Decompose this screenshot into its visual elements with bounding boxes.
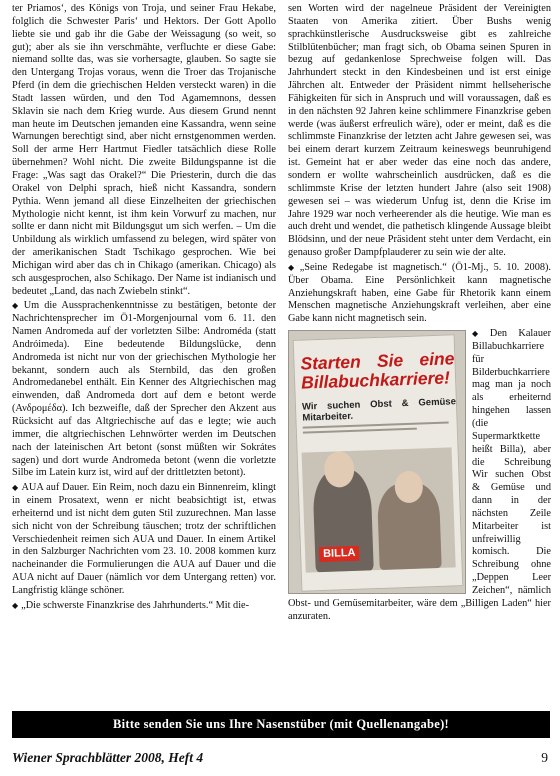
ad-photo	[302, 448, 456, 573]
paragraph-billa	[288, 328, 551, 623]
ad-subline: Wir suchen Obst & Gemüse Mitarbeiter.	[301, 396, 457, 424]
paragraph-aua	[12, 482, 276, 598]
paragraph-billa-text: Den Kalauer Billabuchkarriere für Bilderbuchkarriere mag man ja noch als erheiternd hingehen lassen (die Supermarktkette heißt Billa), aber die Schreibung Wir suchen Obst & Gemüse und dann in der nächsten Zeile Mitarbeiter ist unfreiwillig komisch. Die Schreibung ohne „Deppen Leer Zeichen“, nämlich Obst- und Gemüsemitarbeiter, wäre dem „Billigen Laden“ hier anzuraten.	[288, 328, 551, 622]
left-column	[12, 3, 276, 613]
ad-small-print	[303, 428, 417, 434]
billa-poster	[293, 334, 464, 592]
submission-banner: Bitte senden Sie uns Ihre Nasenstüber (mit Quellenangabe)!	[12, 711, 550, 738]
diamond-icon: ◆	[12, 483, 19, 493]
right-column	[288, 3, 551, 624]
paragraph-kassandra: ter Priamos‘, des Königs von Troja, und seiner Frau Hekabe, folglich die Schwester Paris‘ und Hektors. Der Gott Apollo liebte sie und gab ihr die Gabe der Weissagung (so weit, so gut); aber als sie ihn verschmähte, verfluchte er diese Gabe: niemand sollte das, was sie vorhersagte, glauben. So sagte sie den Untergang Trojas voraus, wenn die Troer das Trojanische Pferd (in dem die griechischen Helden versteckt waren) in die Stadt lassen würden, und den Tod Agamemnons, dessen Sklavin sie nach dem Krieg wurde. Aus diesem Grund nennt man heute im Deutschen jemanden eine Kassandra, wenn seine Warnungen berechtigt sind, aber nicht ernstgenommen werden. Soll der arme Herr Hartmut Fiedler tatsächlich diese Rolle übernehmen? Wohl nicht. Die zweite Bildungspanne ist die Frage: „Was sagt das Orakel?“ Die Priesterin, durch die das Orakel von Delphi sprach, hieß nicht Kassandra, sondern Pythia. Wenn jemand all diese Einzelheiten der griechischen Mythologie nicht kennt, ist ihm kein Vorwurf zu machen, nur sollte er dann nicht mit Bildungsgut um sich werfen. – Um die Unbildung als wirklich umfassend zu belegen, wird später von der amerikanischen Stadt Tschikago gesprochen. Wie bei Michigan wird aber das ch in Chikago (amerikan. Chicago) als sch ausgesprochen, also Schikago. Der Name ist indianisch und bedeutet „Land, das nach Zwiebeln stinkt“.	[12, 3, 276, 297]
diamond-icon: ◆	[12, 600, 19, 610]
diamond-icon: ◆	[288, 262, 297, 272]
paragraph-obama-continued: sen Worten wird der nagelneue Präsident der Vereinigten Staaten von Amerika zitiert. Über Bushs wenig sprachkünstlerische Ausdrucksweise gibt es zahlreiche Stilblütenbücher; man fragt sich, ob Obama seinen Spuren in bezug auf gedankenlose Sprechweise folgen will. Das Jahrhundert steckt in den Kindesbeinen und ist erst einige Jährchen alt. Entweder der Präsident nimmt hellseherische Fähigkeiten für sich in Anspruch und will voraussagen, daß es in den nächsten 92 Jahren keine schlimmere Finanzkrise geben werde (was äußerst erfreulich wäre), oder er meint, daß es die schlimmste Finanzkrise der letzten acht Jahre gewesen sei, was bei einem derart kurzem Zeitraum keineswegs beunruhigend ist. Gemeint hat er aber weder das eine noch das andere, sondern er wollte wahrscheinlich ausdrücken, daß es die schlimmste Krise der letzten hundert Jahre (also seit 1908) gewesen sei – was wiederum Unfug ist, denn die Krise im Jahre 1929 war noch verheerender als die heutige. Wie man es auch dreht und wendet, die pathetisch klingende Aussage bleibt Blödsinn, und der neue Präsident steht unter dem Verdacht, ein genauso großer Dampfplauderer zu sein wie der alte.	[288, 3, 551, 259]
paragraph-finanzkrise	[12, 600, 276, 613]
billa-ad-image	[288, 330, 466, 594]
page-number: 9	[541, 750, 548, 765]
paragraph-finanzkrise-text: „Die schwerste Finanzkrise des Jahrhunderts.“ Mit die-	[21, 599, 250, 611]
diamond-icon: ◆	[12, 301, 21, 311]
paragraph-aua-text: AUA auf Dauer. Ein Reim, noch dazu ein Binnenreim, klingt in einem Prosatext, wenn er nicht beabsichtigt ist, etwas erheiternd und ist nicht dem guten Stil zuzurechnen. Man lasse sich nicht von der Schreibung täuschen; trotz der schriftlichen Verschiedenheit reimen sich AUA und Dauer. In einem Artikel in den Salzburger Nachrichten vom 23. 10. 2008 kommen kurz nacheinander die Formulierungen die AUA auf Dauer und die AUA nicht auf Dauer (nämlich vor dem Untergang retten) vor. Langfristig klänge schöner.	[12, 482, 276, 596]
billa-logo: BILLA	[319, 546, 360, 562]
paragraph-redegabe-text: „Seine Redegabe ist magnetisch.“ (Ö1-Mj., 5. 10. 2008). Über Obama. Eine Persönlichkeit kann magnetische Anziehungskraft haben, eine Gabe für Rhetorik kann einem Menschen magnetische Anziehungskraft verleihen, aber eine Gabe kann nicht magnetisch sein.	[288, 261, 551, 325]
diamond-icon: ◆	[472, 329, 487, 339]
paragraph-andromeda-text: Um die Aussprachenkenntnisse zu bestätigen, betonte der Nachrichtensprecher im Ö1-Morgenjournal vom 6. 11. den Namen Andromeda auf der vorletzten Silbe: Androméda (statt Andróimeda). Eine bedeutende Bildungslücke, denn Andromeda ist nicht nur von der griechischen Mythologie her bekannt, sondern auch als Sternbild, das den großen Andromedanebel enthält. Ein Kenner des Altgriechischen mag einwenden, daß Andromeda dort auf dem e betont werde (Ανδρομέδα). Ich bezweifle, daß der Sprecher den Akzent aus Rücksicht auf das Altgriechische auf das e legte; wie auch immer, die altgriechischen Lehnwörter werden im Deutschen nach der lateinischen Art betont (sonst müßten wir Sokrátes sagen) und dort wurde Andromeda betont (wenn die vorletzte Silbe im Latein kurz ist, wird auf der drittletzten betont).	[12, 300, 276, 479]
paragraph-andromeda	[12, 300, 276, 480]
footer-title: Wiener Sprachblätter 2008, Heft 4	[12, 750, 204, 765]
paragraph-redegabe	[288, 262, 551, 326]
ad-headline: Starten Sie eine Billabuchkarriere!	[300, 348, 455, 393]
